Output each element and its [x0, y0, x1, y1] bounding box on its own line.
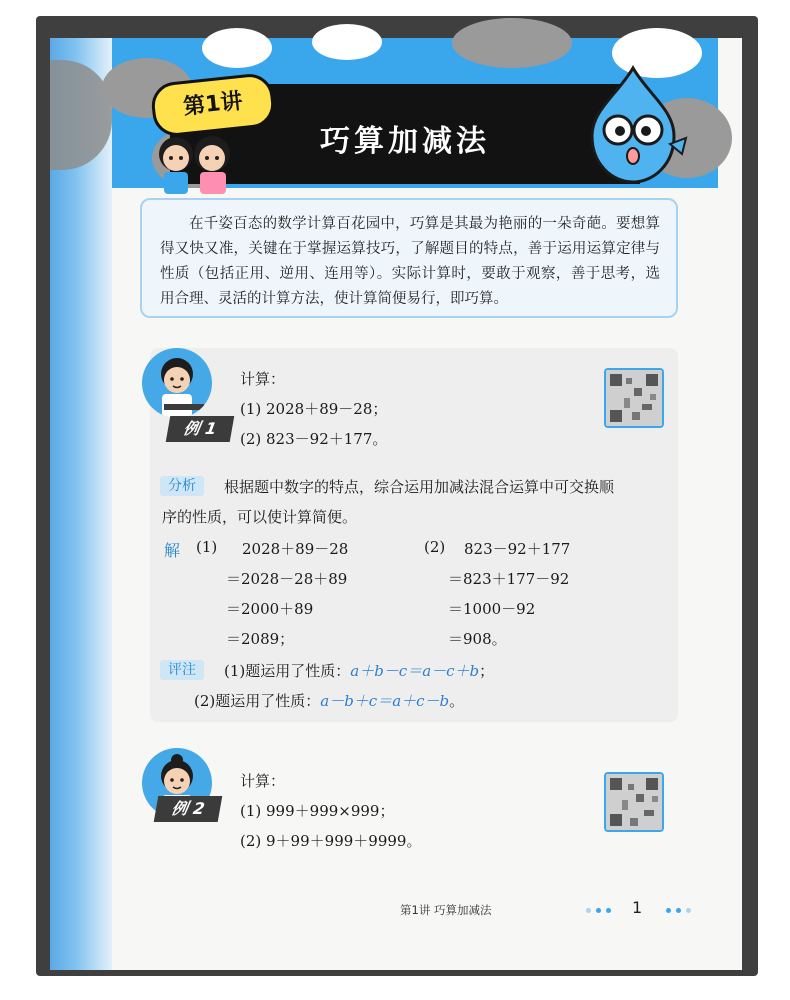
comment-2-formula: a－b＋c＝a＋c－b — [320, 692, 450, 710]
solution-1-line: ＝2000＋89 — [226, 600, 314, 618]
intro-paragraph: 在千姿百态的数学计算百花园中，巧算是其最为艳丽的一朵奇葩。要想算得又快又准，关键在于掌握运算技巧，了解题目的特点，善于运用运算定律与性质（包括正用、逆用、连用等）。实际计算时，要敢于观察，善于思考，选用合理、灵活的计算方法，使计算简便易行，即巧算。 — [140, 198, 678, 318]
page-left-edge — [50, 38, 112, 970]
lecture-badge: 第1讲 — [150, 72, 277, 138]
footer-dot-icon — [586, 908, 591, 913]
analysis-text-line-1: 根据题中数字的特点，综合运用加减法混合运算中可交换顺 — [224, 478, 615, 496]
solution-1-line: ＝2028－28＋89 — [226, 570, 348, 588]
footer-dot-icon — [676, 908, 681, 913]
solution-1-line: 2028＋89－28 — [242, 540, 349, 558]
qr-code-1[interactable] — [604, 368, 664, 428]
footer-dot-icon — [666, 908, 671, 913]
solution-2-line: ＝908。 — [448, 630, 507, 648]
comment-2-suffix: 。 — [449, 692, 465, 710]
solution-1-line: ＝2089； — [226, 630, 295, 648]
boy-face-icon — [142, 348, 212, 418]
solution-2-line: 823－92＋177 — [464, 540, 571, 558]
example-2-prompt: 计算： — [240, 772, 286, 790]
example-2-item-2: (2) 9＋99＋999＋9999。 — [240, 832, 422, 850]
footer-dot-icon — [596, 908, 601, 913]
footer-chapter: 第1讲 巧算加减法 — [400, 903, 492, 917]
analysis-text-line-2: 序的性质，可以使计算简便。 — [162, 508, 358, 526]
comment-1-formula: a＋b－c＝a－c＋b — [350, 662, 480, 680]
comment-line-2 — [194, 690, 464, 711]
example-2-item-1: (1) 999＋999×999； — [240, 802, 395, 820]
qr-code-icon — [606, 774, 662, 830]
example-1-tag: 例 1 — [166, 416, 235, 442]
qr-code-icon — [606, 370, 662, 426]
page-title: 巧算加减法 — [320, 124, 490, 159]
comment-label: 评注 — [160, 660, 204, 680]
comment-1-prefix: (1)题运用了性质： — [224, 662, 351, 680]
boy-avatar — [142, 348, 212, 418]
cloud-decoration — [452, 18, 572, 68]
comment-1-suffix: ； — [479, 662, 495, 680]
cloud-decoration — [202, 28, 272, 68]
solution-2-line: ＝823＋177－92 — [448, 570, 570, 588]
comment-2-prefix: (2)题运用了性质： — [194, 692, 321, 710]
solution-label: 解 — [164, 541, 181, 560]
example-1-prompt: 计算： — [240, 370, 286, 388]
water-drop-mascot-icon — [578, 64, 688, 188]
kids-illustration-icon — [150, 132, 242, 194]
footer-dot-icon — [606, 908, 611, 913]
comment-line-1 — [224, 660, 494, 681]
solution-2-number: (2) — [424, 538, 446, 556]
example-1-item-2: (2) 823－92＋177。 — [240, 430, 388, 448]
analysis-label: 分析 — [160, 476, 204, 496]
example-1-item-1: (1) 2028＋89－28； — [240, 400, 388, 418]
solution-1-number: (1) — [196, 538, 218, 556]
qr-code-2[interactable] — [604, 772, 664, 832]
solution-2-line: ＝1000－92 — [448, 600, 536, 618]
page-number: 1 — [632, 898, 643, 917]
footer-dot-icon — [686, 908, 691, 913]
cloud-decoration — [312, 24, 382, 60]
example-2-tag: 例 2 — [154, 796, 223, 822]
